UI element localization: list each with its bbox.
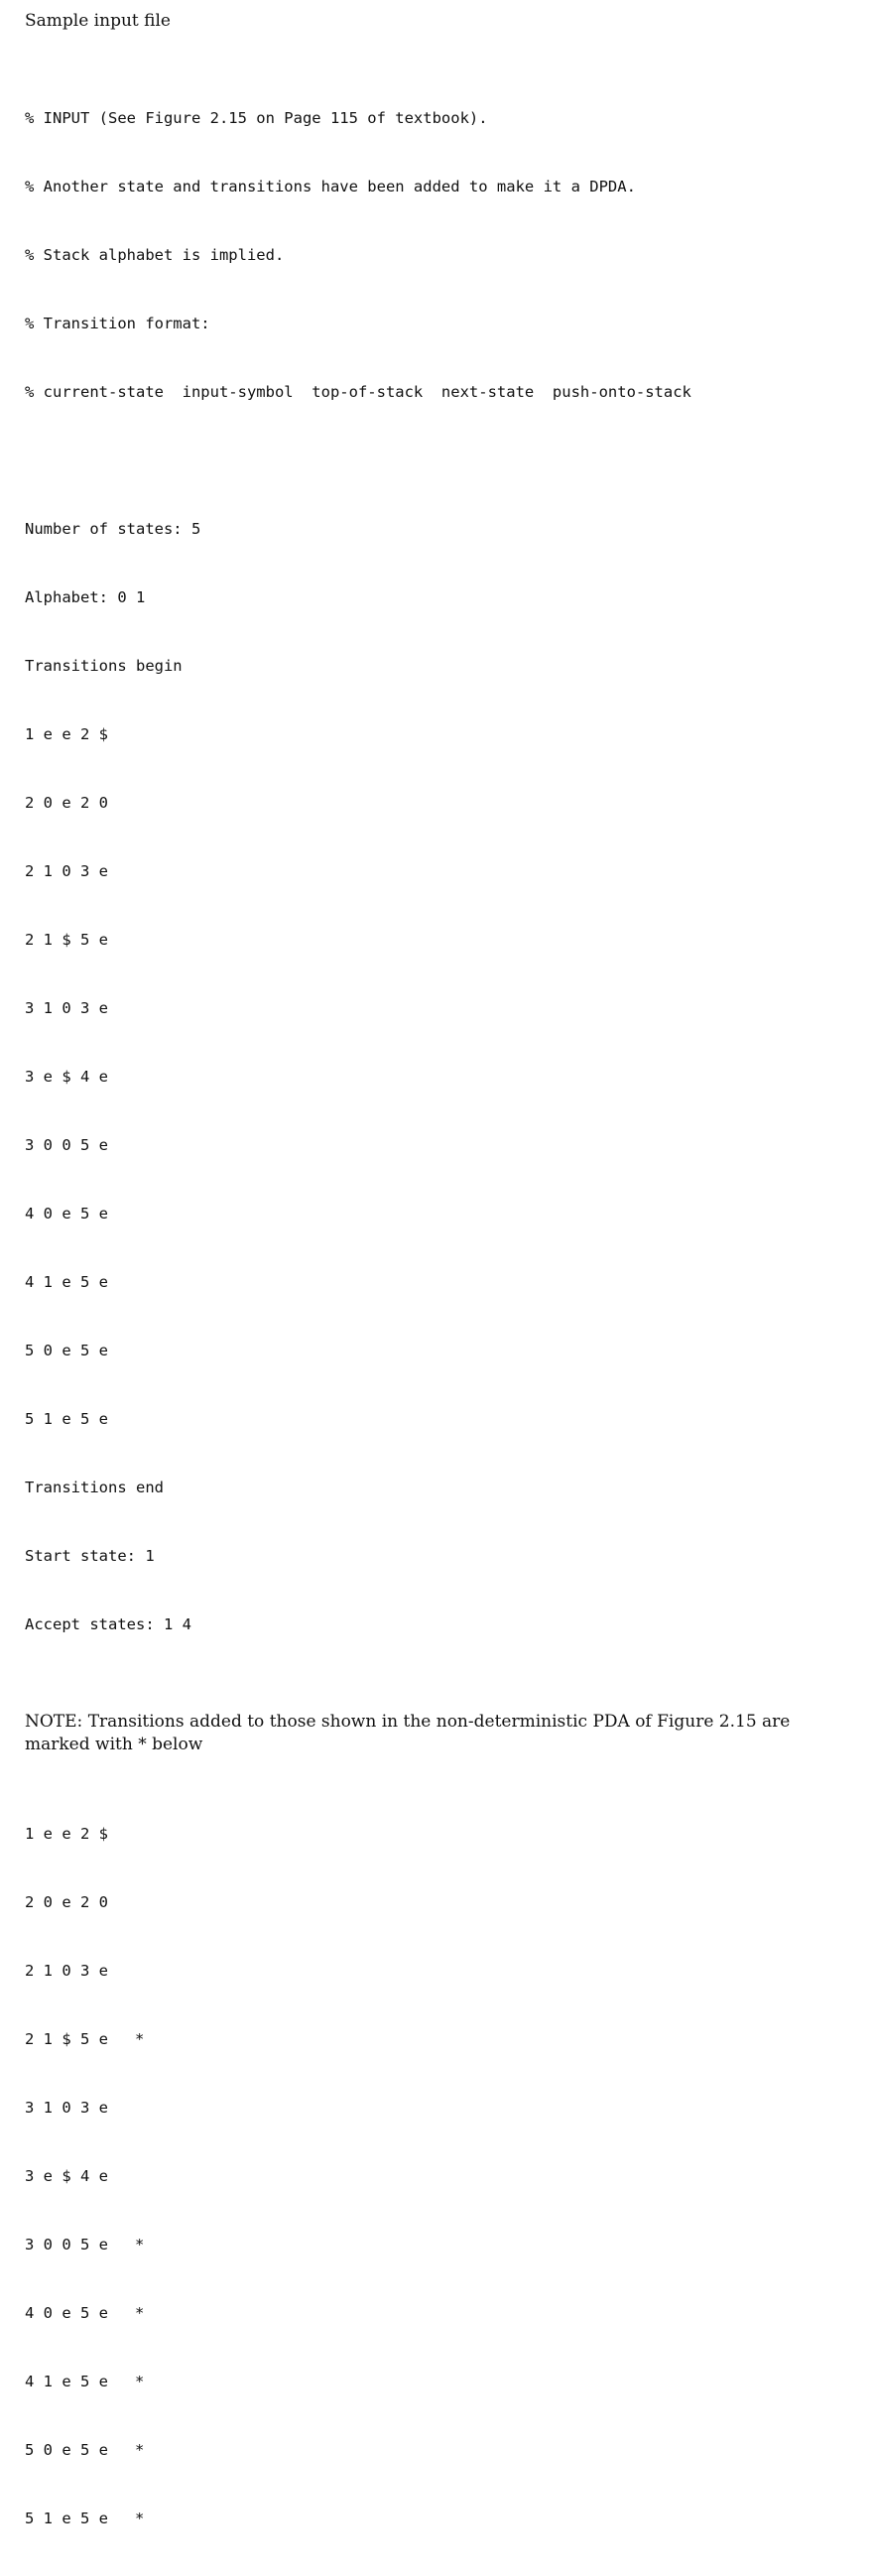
transition-line: 3 e $ 4 e [25, 1068, 108, 1086]
marked-row [25, 1960, 848, 1983]
marked-row-text: 5 1 e 5 e [25, 2510, 108, 2527]
marked-row-text: 2 1 0 3 e [25, 1962, 108, 1980]
states-line: Number of states: 5 [25, 520, 201, 538]
marked-row-text: 3 e $ 4 e [25, 2167, 108, 2185]
added-marker: * [135, 2510, 145, 2527]
note-paragraph: NOTE: Transitions added to those shown in the non-deterministic PDA of Figure 2.15 are marked with * below [25, 1712, 791, 1754]
marked-row-text: 1 e e 2 $ [25, 1825, 108, 1843]
transition-line: 2 1 $ 5 e [25, 931, 108, 949]
marked-row-text: 4 1 e 5 e [25, 2373, 108, 2390]
start-state-line: Start state: 1 [25, 1547, 155, 1565]
transition-line: 4 0 e 5 e [25, 1205, 108, 1223]
comment-line: % Stack alphabet is implied. [25, 246, 285, 264]
marked-row-text: 4 0 e 5 e [25, 2304, 108, 2322]
comment-line: % Transition format: [25, 315, 210, 332]
marked-row [25, 2371, 848, 2393]
marked-row-text: 5 0 e 5 e [25, 2441, 108, 2459]
added-marker: * [135, 2304, 145, 2322]
alphabet-line: Alphabet: 0 1 [25, 588, 146, 606]
page-heading: Sample input file [25, 11, 171, 31]
added-marker: * [135, 2373, 145, 2390]
marked-row [25, 1823, 848, 1846]
comment-line: % INPUT (See Figure 2.15 on Page 115 of textbook). [25, 109, 488, 127]
marked-row [25, 2439, 848, 2462]
marked-row [25, 2508, 848, 2530]
accept-states-line: Accept states: 1 4 [25, 1615, 191, 1633]
transition-line: 5 1 e 5 e [25, 1410, 108, 1428]
marked-row [25, 2302, 848, 2325]
marked-transitions-block [25, 1777, 848, 2576]
added-marker: * [135, 2030, 145, 2048]
marked-row [25, 2234, 848, 2256]
marked-row [25, 2165, 848, 2188]
transition-line: 5 0 e 5 e [25, 1342, 108, 1359]
spacer [25, 450, 848, 472]
transition-line: 2 1 0 3 e [25, 862, 108, 880]
transition-line: 1 e e 2 $ [25, 725, 108, 743]
comment-line: % Another state and transitions have been added to make it a DPDA. [25, 178, 636, 195]
marked-row [25, 2097, 848, 2120]
marked-row [25, 1891, 848, 1914]
comment-line: % current-state input-symbol top-of-stack next-state push-onto-stack [25, 383, 691, 401]
added-marker: * [135, 2236, 145, 2254]
transitions-end-line: Transitions end [25, 1479, 164, 1496]
marked-row-text: 2 0 e 2 0 [25, 1893, 108, 1911]
document-page [25, 10, 848, 2576]
marked-row-text: 3 1 0 3 e [25, 2099, 108, 2117]
dpda-spec-block [25, 472, 848, 1682]
marked-row-text: 2 1 $ 5 e [25, 2030, 108, 2048]
marked-row-text: 3 0 0 5 e [25, 2236, 108, 2254]
transition-line: 2 0 e 2 0 [25, 794, 108, 812]
marked-row [25, 2028, 848, 2051]
transition-line: 4 1 e 5 e [25, 1273, 108, 1291]
added-marker: * [135, 2441, 145, 2459]
transition-line: 3 1 0 3 e [25, 999, 108, 1017]
transitions-begin-line: Transitions begin [25, 657, 183, 675]
transition-line: 3 0 0 5 e [25, 1136, 108, 1154]
comment-block [25, 62, 848, 450]
